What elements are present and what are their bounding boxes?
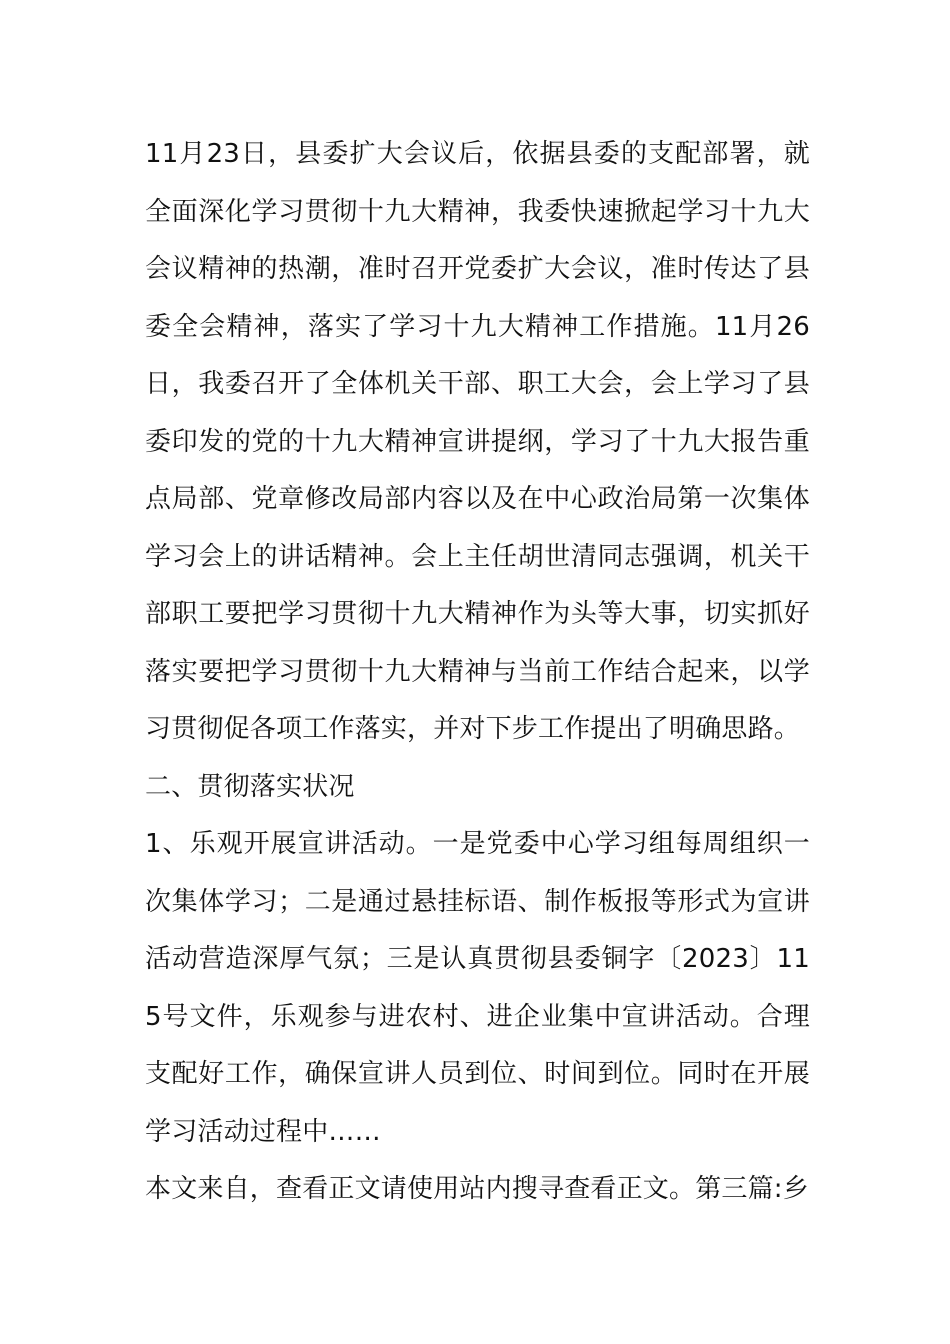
paragraph-propaganda-activities: 1、乐观开展宣讲活动。一是党委中心学习组每周组织一次集体学习；二是通过悬挂标语、制作板报等形式为宣讲活动营造深厚气氛；三是认真贯彻县委铜字〔2023〕115号文件，乐观参与进农村、进企业集中宣讲活动。合理支配好工作，确保宣讲人员到位、时间到位。同时在开展学习活动过程中…… [145,829,810,1147]
document-body [145,126,810,1219]
paragraph-source-note: 本文来自，查看正文请使用站内搜寻查看正文。第三篇:乡 [145,1174,809,1204]
paragraph-study-meeting: 11月23日，县委扩大会议后，依据县委的支配部署，就全面深化学习贯彻十九大精神，我委快速掀起学习十九大会议精神的热潮，准时召开党委扩大会议，准时传达了县委全会精神，落实了学习十九大精神工作措施。11月26日，我委召开了全体机关干部、职工大会，会上学习了县委印发的党的十九大精神宣讲提纲，学习了十九大报告重点局部、党章修改局部内容以及在中心政治局第一次集体学习会上的讲话精神。会上主任胡世清同志强调，机关干部职工要把学习贯彻十九大精神作为头等大事，切实抓好落实要把学习贯彻十九大精神与当前工作结合起来，以学习贯彻促各项工作落实，并对下步工作提出了明确思路。 [145,139,810,744]
section-heading-implementation: 二、贯彻落实状况 [145,771,355,802]
